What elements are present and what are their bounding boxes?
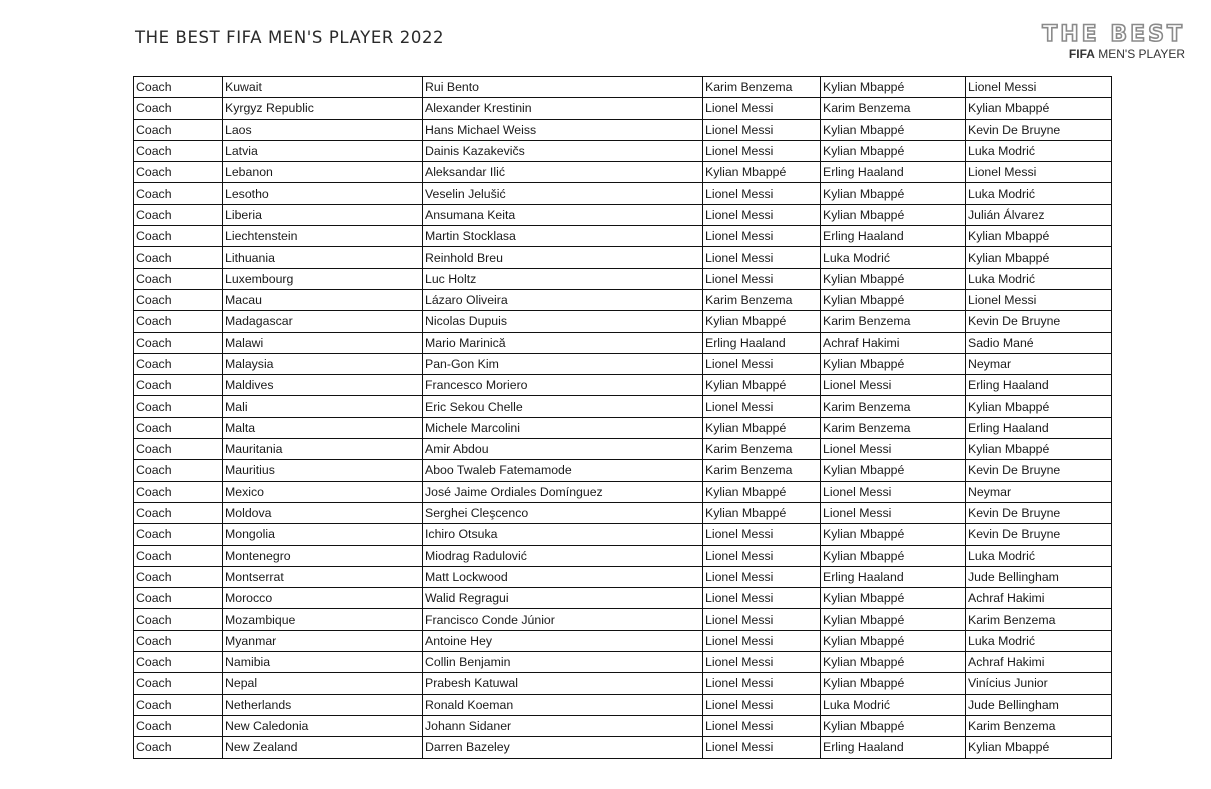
table-row — [134, 353, 1112, 374]
voter-role-cell: Coach — [134, 311, 223, 332]
voter-role-cell: Coach — [134, 375, 223, 396]
voter-name-cell: Alexander Krestinin — [423, 98, 703, 119]
third-place-cell: Jude Bellingham — [966, 694, 1112, 715]
first-place-cell: Lionel Messi — [703, 204, 821, 225]
country-cell: Laos — [223, 119, 423, 140]
voter-role-cell: Coach — [134, 119, 223, 140]
first-place-cell: Lionel Messi — [703, 630, 821, 651]
logo-subtitle-fifa: FIFA — [1068, 47, 1095, 61]
voter-name-cell: Hans Michael Weiss — [423, 119, 703, 140]
voter-role-cell: Coach — [134, 694, 223, 715]
voter-role-cell: Coach — [134, 481, 223, 502]
table-row — [134, 375, 1112, 396]
voter-role-cell: Coach — [134, 77, 223, 98]
voter-name-cell: José Jaime Ordiales Domínguez — [423, 481, 703, 502]
voter-role-cell: Coach — [134, 715, 223, 736]
second-place-cell: Erling Haaland — [821, 737, 966, 758]
votes-table-body — [134, 77, 1112, 759]
third-place-cell: Kylian Mbappé — [966, 98, 1112, 119]
first-place-cell: Lionel Messi — [703, 545, 821, 566]
first-place-cell: Lionel Messi — [703, 694, 821, 715]
second-place-cell: Kylian Mbappé — [821, 140, 966, 161]
country-cell: Kuwait — [223, 77, 423, 98]
table-row — [134, 715, 1112, 736]
first-place-cell: Karim Benzema — [703, 460, 821, 481]
voter-role-cell: Coach — [134, 162, 223, 183]
table-row — [134, 545, 1112, 566]
voter-name-cell: Eric Sekou Chelle — [423, 396, 703, 417]
voter-name-cell: Martin Stocklasa — [423, 226, 703, 247]
first-place-cell: Lionel Messi — [703, 396, 821, 417]
voter-role-cell: Coach — [134, 289, 223, 310]
country-cell: Madagascar — [223, 311, 423, 332]
table-row — [134, 332, 1112, 353]
first-place-cell: Erling Haaland — [703, 332, 821, 353]
table-row — [134, 481, 1112, 502]
third-place-cell: Kevin De Bruyne — [966, 311, 1112, 332]
third-place-cell: Lionel Messi — [966, 289, 1112, 310]
first-place-cell: Lionel Messi — [703, 715, 821, 736]
table-row — [134, 268, 1112, 289]
voter-role-cell: Coach — [134, 226, 223, 247]
second-place-cell: Lionel Messi — [821, 439, 966, 460]
third-place-cell: Achraf Hakimi — [966, 588, 1112, 609]
voter-name-cell: Mario Marinică — [423, 332, 703, 353]
first-place-cell: Karim Benzema — [703, 77, 821, 98]
country-cell: Lithuania — [223, 247, 423, 268]
first-place-cell: Kylian Mbappé — [703, 162, 821, 183]
voter-role-cell: Coach — [134, 630, 223, 651]
country-cell: Kyrgyz Republic — [223, 98, 423, 119]
voter-name-cell: Aboo Twaleb Fatemamode — [423, 460, 703, 481]
voter-role-cell: Coach — [134, 545, 223, 566]
first-place-cell: Kylian Mbappé — [703, 311, 821, 332]
table-row — [134, 502, 1112, 523]
voter-role-cell: Coach — [134, 439, 223, 460]
table-row — [134, 204, 1112, 225]
third-place-cell: Luka Modrić — [966, 630, 1112, 651]
third-place-cell: Lionel Messi — [966, 77, 1112, 98]
voter-name-cell: Veselin Jelušić — [423, 183, 703, 204]
first-place-cell: Kylian Mbappé — [703, 417, 821, 438]
voter-role-cell: Coach — [134, 460, 223, 481]
country-cell: Mauritania — [223, 439, 423, 460]
country-cell: Morocco — [223, 588, 423, 609]
the-best-wordmark: THE BEST — [1042, 22, 1185, 47]
third-place-cell: Luka Modrić — [966, 268, 1112, 289]
page-title: THE BEST FIFA MEN'S PLAYER 2022 — [135, 28, 445, 47]
third-place-cell: Jude Bellingham — [966, 566, 1112, 587]
voter-name-cell: Michele Marcolini — [423, 417, 703, 438]
voter-name-cell: Lázaro Oliveira — [423, 289, 703, 310]
voter-role-cell: Coach — [134, 652, 223, 673]
third-place-cell: Erling Haaland — [966, 417, 1112, 438]
voter-role-cell: Coach — [134, 566, 223, 587]
third-place-cell: Sadio Mané — [966, 332, 1112, 353]
table-row — [134, 694, 1112, 715]
third-place-cell: Erling Haaland — [966, 375, 1112, 396]
second-place-cell: Karim Benzema — [821, 417, 966, 438]
voter-name-cell: Matt Lockwood — [423, 566, 703, 587]
table-row — [134, 588, 1112, 609]
voter-role-cell: Coach — [134, 673, 223, 694]
voter-name-cell: Serghei Cleşcenco — [423, 502, 703, 523]
country-cell: New Zealand — [223, 737, 423, 758]
table-row — [134, 119, 1112, 140]
third-place-cell: Karim Benzema — [966, 609, 1112, 630]
third-place-cell: Kevin De Bruyne — [966, 119, 1112, 140]
voter-name-cell: Walid Regragui — [423, 588, 703, 609]
voter-name-cell: Ichiro Otsuka — [423, 524, 703, 545]
voter-name-cell: Johann Sidaner — [423, 715, 703, 736]
table-row — [134, 609, 1112, 630]
third-place-cell: Kylian Mbappé — [966, 247, 1112, 268]
first-place-cell: Lionel Messi — [703, 737, 821, 758]
second-place-cell: Kylian Mbappé — [821, 524, 966, 545]
second-place-cell: Kylian Mbappé — [821, 353, 966, 374]
second-place-cell: Kylian Mbappé — [821, 652, 966, 673]
voter-name-cell: Luc Holtz — [423, 268, 703, 289]
second-place-cell: Kylian Mbappé — [821, 609, 966, 630]
voter-name-cell: Ronald Koeman — [423, 694, 703, 715]
country-cell: Maldives — [223, 375, 423, 396]
first-place-cell: Lionel Messi — [703, 673, 821, 694]
third-place-cell: Neymar — [966, 353, 1112, 374]
first-place-cell: Lionel Messi — [703, 652, 821, 673]
third-place-cell: Kylian Mbappé — [966, 226, 1112, 247]
first-place-cell: Lionel Messi — [703, 268, 821, 289]
country-cell: Mauritius — [223, 460, 423, 481]
voter-name-cell: Miodrag Radulović — [423, 545, 703, 566]
voter-role-cell: Coach — [134, 268, 223, 289]
second-place-cell: Lionel Messi — [821, 375, 966, 396]
country-cell: Nepal — [223, 673, 423, 694]
first-place-cell: Kylian Mbappé — [703, 375, 821, 396]
second-place-cell: Kylian Mbappé — [821, 460, 966, 481]
second-place-cell: Karim Benzema — [821, 396, 966, 417]
country-cell: New Caledonia — [223, 715, 423, 736]
table-row — [134, 162, 1112, 183]
third-place-cell: Achraf Hakimi — [966, 652, 1112, 673]
voter-role-cell: Coach — [134, 588, 223, 609]
logo-subtitle-rest: MEN'S PLAYER — [1094, 47, 1185, 61]
first-place-cell: Karim Benzema — [703, 289, 821, 310]
second-place-cell: Lionel Messi — [821, 481, 966, 502]
first-place-cell: Kylian Mbappé — [703, 481, 821, 502]
voter-role-cell: Coach — [134, 183, 223, 204]
first-place-cell: Lionel Messi — [703, 98, 821, 119]
voter-name-cell: Pan-Gon Kim — [423, 353, 703, 374]
voter-name-cell: Francisco Conde Júnior — [423, 609, 703, 630]
voter-name-cell: Rui Bento — [423, 77, 703, 98]
country-cell: Luxembourg — [223, 268, 423, 289]
first-place-cell: Lionel Messi — [703, 140, 821, 161]
second-place-cell: Achraf Hakimi — [821, 332, 966, 353]
second-place-cell: Kylian Mbappé — [821, 289, 966, 310]
country-cell: Liberia — [223, 204, 423, 225]
the-best-logo — [1040, 22, 1200, 64]
table-row — [134, 524, 1112, 545]
table-row — [134, 226, 1112, 247]
table-row — [134, 289, 1112, 310]
voter-name-cell: Nicolas Dupuis — [423, 311, 703, 332]
voter-role-cell: Coach — [134, 353, 223, 374]
first-place-cell: Lionel Messi — [703, 609, 821, 630]
second-place-cell: Luka Modrić — [821, 247, 966, 268]
table-row — [134, 247, 1112, 268]
voter-role-cell: Coach — [134, 247, 223, 268]
country-cell: Malawi — [223, 332, 423, 353]
table-row — [134, 417, 1112, 438]
third-place-cell: Vinícius Junior — [966, 673, 1112, 694]
second-place-cell: Kylian Mbappé — [821, 268, 966, 289]
voter-role-cell: Coach — [134, 98, 223, 119]
voter-name-cell: Antoine Hey — [423, 630, 703, 651]
voter-role-cell: Coach — [134, 204, 223, 225]
voter-name-cell: Darren Bazeley — [423, 737, 703, 758]
voter-name-cell: Francesco Moriero — [423, 375, 703, 396]
second-place-cell: Kylian Mbappé — [821, 630, 966, 651]
second-place-cell: Erling Haaland — [821, 162, 966, 183]
table-row — [134, 140, 1112, 161]
third-place-cell: Kylian Mbappé — [966, 737, 1112, 758]
voter-name-cell: Collin Benjamin — [423, 652, 703, 673]
second-place-cell: Karim Benzema — [821, 98, 966, 119]
table-row — [134, 460, 1112, 481]
table-row — [134, 98, 1112, 119]
third-place-cell: Lionel Messi — [966, 162, 1112, 183]
first-place-cell: Lionel Messi — [703, 226, 821, 247]
second-place-cell: Kylian Mbappé — [821, 715, 966, 736]
first-place-cell: Lionel Messi — [703, 524, 821, 545]
country-cell: Mozambique — [223, 609, 423, 630]
country-cell: Namibia — [223, 652, 423, 673]
voter-name-cell: Ansumana Keita — [423, 204, 703, 225]
country-cell: Netherlands — [223, 694, 423, 715]
country-cell: Moldova — [223, 502, 423, 523]
voter-name-cell: Aleksandar Ilić — [423, 162, 703, 183]
table-row — [134, 183, 1112, 204]
first-place-cell: Lionel Messi — [703, 183, 821, 204]
first-place-cell: Kylian Mbappé — [703, 502, 821, 523]
table-row — [134, 737, 1112, 758]
first-place-cell: Lionel Messi — [703, 353, 821, 374]
voter-name-cell: Reinhold Breu — [423, 247, 703, 268]
third-place-cell: Karim Benzema — [966, 715, 1112, 736]
country-cell: Montenegro — [223, 545, 423, 566]
voter-role-cell: Coach — [134, 524, 223, 545]
third-place-cell: Kevin De Bruyne — [966, 524, 1112, 545]
second-place-cell: Luka Modrić — [821, 694, 966, 715]
table-row — [134, 630, 1112, 651]
second-place-cell: Kylian Mbappé — [821, 588, 966, 609]
first-place-cell: Lionel Messi — [703, 247, 821, 268]
first-place-cell: Lionel Messi — [703, 566, 821, 587]
voter-role-cell: Coach — [134, 396, 223, 417]
voter-name-cell: Prabesh Katuwal — [423, 673, 703, 694]
third-place-cell: Luka Modrić — [966, 183, 1112, 204]
second-place-cell: Kylian Mbappé — [821, 77, 966, 98]
voter-role-cell: Coach — [134, 737, 223, 758]
voter-role-cell: Coach — [134, 417, 223, 438]
country-cell: Malta — [223, 417, 423, 438]
country-cell: Lesotho — [223, 183, 423, 204]
country-cell: Macau — [223, 289, 423, 310]
country-cell: Latvia — [223, 140, 423, 161]
first-place-cell: Lionel Messi — [703, 588, 821, 609]
second-place-cell: Kylian Mbappé — [821, 183, 966, 204]
voter-role-cell: Coach — [134, 502, 223, 523]
table-row — [134, 652, 1112, 673]
second-place-cell: Kylian Mbappé — [821, 545, 966, 566]
third-place-cell: Kevin De Bruyne — [966, 502, 1112, 523]
voter-name-cell: Dainis Kazakevičs — [423, 140, 703, 161]
second-place-cell: Kylian Mbappé — [821, 119, 966, 140]
second-place-cell: Erling Haaland — [821, 566, 966, 587]
logo-subtitle — [1069, 47, 1185, 61]
table-row — [134, 311, 1112, 332]
third-place-cell: Julián Álvarez — [966, 204, 1112, 225]
third-place-cell: Luka Modrić — [966, 140, 1112, 161]
second-place-cell: Erling Haaland — [821, 226, 966, 247]
first-place-cell: Lionel Messi — [703, 119, 821, 140]
voter-role-cell: Coach — [134, 609, 223, 630]
third-place-cell: Kevin De Bruyne — [966, 460, 1112, 481]
second-place-cell: Kylian Mbappé — [821, 204, 966, 225]
second-place-cell: Karim Benzema — [821, 311, 966, 332]
table-row — [134, 396, 1112, 417]
third-place-cell: Kylian Mbappé — [966, 396, 1112, 417]
country-cell: Malaysia — [223, 353, 423, 374]
second-place-cell: Lionel Messi — [821, 502, 966, 523]
third-place-cell: Luka Modrić — [966, 545, 1112, 566]
first-place-cell: Karim Benzema — [703, 439, 821, 460]
voter-role-cell: Coach — [134, 332, 223, 353]
table-row — [134, 439, 1112, 460]
table-row — [134, 77, 1112, 98]
votes-table — [133, 76, 1112, 759]
country-cell: Lebanon — [223, 162, 423, 183]
country-cell: Mali — [223, 396, 423, 417]
table-row — [134, 673, 1112, 694]
country-cell: Liechtenstein — [223, 226, 423, 247]
country-cell: Myanmar — [223, 630, 423, 651]
table-row — [134, 566, 1112, 587]
voter-name-cell: Amir Abdou — [423, 439, 703, 460]
third-place-cell: Kylian Mbappé — [966, 439, 1112, 460]
country-cell: Mongolia — [223, 524, 423, 545]
second-place-cell: Kylian Mbappé — [821, 673, 966, 694]
country-cell: Mexico — [223, 481, 423, 502]
country-cell: Montserrat — [223, 566, 423, 587]
voter-role-cell: Coach — [134, 140, 223, 161]
third-place-cell: Neymar — [966, 481, 1112, 502]
